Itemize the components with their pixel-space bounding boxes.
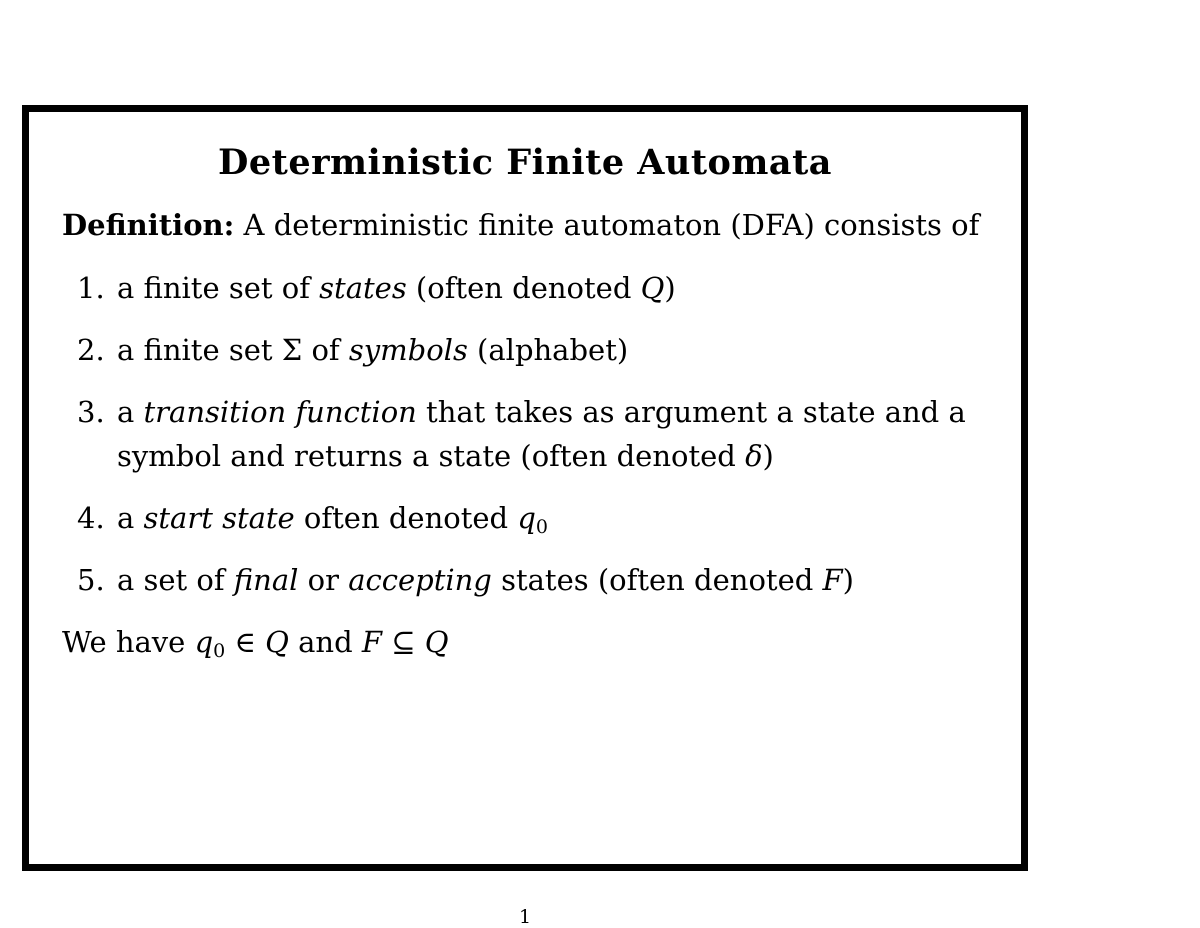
list-item-text <box>117 395 966 429</box>
list-item-text <box>117 563 854 597</box>
list-item-number: 1. <box>77 271 105 305</box>
text-run: F <box>822 563 843 597</box>
text-run: start state <box>143 501 295 535</box>
text-run: ∈ <box>225 625 266 659</box>
text-run: and <box>288 625 362 659</box>
conclusion-line <box>62 620 449 673</box>
text-run: that takes as argument a state and a <box>416 395 966 429</box>
text-run: a <box>117 501 144 535</box>
list-item <box>77 266 676 310</box>
definition-label: Definition: <box>62 208 235 242</box>
text-run: a finite set Σ of <box>117 333 349 367</box>
text-run: δ <box>745 439 763 473</box>
slide-frame <box>22 105 1028 871</box>
text-run: a finite set of <box>117 271 320 305</box>
text-run: We have <box>62 625 195 659</box>
list-item-text <box>117 501 548 538</box>
list-item <box>77 328 628 372</box>
definition-line <box>62 208 979 242</box>
text-run: q <box>517 501 536 535</box>
list-item-number: 5. <box>77 563 105 597</box>
text-run: a <box>117 395 144 429</box>
text-run: q <box>194 625 214 659</box>
text-run: or <box>298 563 349 597</box>
text-run: a set of <box>117 563 234 597</box>
text-run: transition function <box>143 395 417 429</box>
text-run: (often denoted <box>406 271 641 305</box>
list-item-number: 4. <box>77 501 105 535</box>
text-run: ) <box>664 271 676 305</box>
text-run: ) <box>842 563 854 597</box>
text-run: final <box>233 563 299 597</box>
list-item-continuation <box>77 434 966 478</box>
list-item <box>77 390 966 478</box>
list-item-text <box>117 333 628 367</box>
text-run: accepting <box>348 563 492 597</box>
definition-text: A deterministic finite automaton (DFA) consists of <box>234 208 980 242</box>
list-item-number: 3. <box>77 395 105 429</box>
text-run: states <box>319 271 407 305</box>
text-run: (alphabet) <box>467 333 629 367</box>
text-run: often denoted <box>294 501 518 535</box>
list-item-number: 2. <box>77 333 105 367</box>
page-number: 1 <box>518 906 532 928</box>
text-run: Q <box>640 271 665 305</box>
list-item <box>77 496 548 549</box>
text-run: F <box>361 625 383 659</box>
text-run: symbols <box>348 333 468 367</box>
list-item-text <box>117 271 676 305</box>
text-run: 0 <box>213 640 226 662</box>
text-run: ) <box>762 439 774 473</box>
text-run: Q <box>265 625 289 659</box>
text-run: 0 <box>535 516 548 538</box>
text-run: symbol and returns a state (often denoted <box>117 439 746 473</box>
slide-title: Deterministic Finite Automata <box>218 142 832 183</box>
list-item <box>77 558 854 602</box>
text-run: ⊆ <box>382 625 425 659</box>
text-run: states (often denoted <box>491 563 823 597</box>
text-run: Q <box>424 625 449 659</box>
